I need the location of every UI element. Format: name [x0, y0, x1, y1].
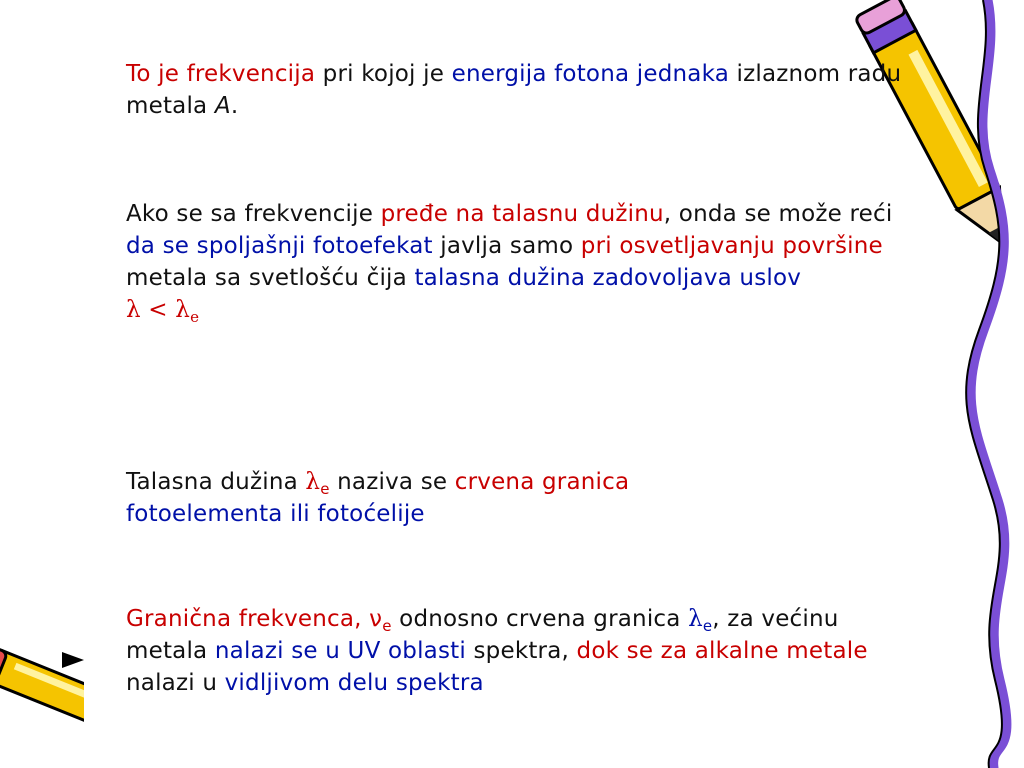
subscript-e: e — [382, 617, 392, 635]
text-run: energija fotona jednaka — [451, 61, 730, 87]
text-run: pri kojoj je — [315, 61, 452, 87]
text-run: Granična frekvenca, ν — [126, 606, 383, 632]
text-run: nalazi se u UV oblasti — [214, 638, 466, 664]
wavy-border-decoration — [940, 0, 1024, 768]
paragraph-wavelength-condition — [126, 198, 926, 326]
text-run: javlja samo — [432, 233, 581, 259]
text-run: , onda se može reći — [663, 201, 893, 227]
text-run: izlaznom radu metala — [126, 61, 902, 119]
paragraph-red-limit — [126, 466, 926, 530]
text-run: crvena granica — [454, 469, 630, 495]
text-run: metala sa svetlošću čija — [126, 265, 415, 291]
text-run: da se spoljašnji fotoefekat — [126, 233, 433, 259]
text-run: Ako se sa frekvencije — [126, 201, 381, 227]
text-run: . — [230, 93, 239, 119]
text-run: A — [214, 93, 231, 119]
lambda-symbol: λ — [305, 469, 321, 495]
less-than-symbol: < — [148, 297, 168, 323]
text-run: talasna dužina zadovoljava uslov — [414, 265, 802, 291]
lambda-symbol: λ — [126, 297, 141, 323]
text-run: To je frekvencija — [126, 61, 316, 87]
text-run: Talasna dužina — [126, 469, 306, 495]
text-run: dok se za alkalne metale — [576, 638, 868, 664]
text-run: pređe na talasnu dužinu — [380, 201, 664, 227]
paragraph-photon-energy — [126, 58, 926, 122]
lambda-symbol: λ — [688, 606, 703, 632]
text-run: odnosno crvena granica — [391, 606, 689, 632]
text-run: fotoelementa ili fotoćelije — [126, 501, 425, 527]
text-run: vidljivom delu spektra — [224, 670, 484, 696]
pencil-bottom-left-icon — [0, 630, 84, 740]
text-run: spektra, — [465, 638, 577, 664]
condition-formula — [126, 297, 200, 326]
subscript-e: e — [320, 480, 330, 498]
paragraph-limit-frequency — [126, 603, 926, 699]
lambda-symbol: λ — [175, 297, 191, 323]
subscript-e: e — [190, 308, 200, 326]
text-run: nalazi u — [126, 670, 225, 696]
text-run: pri osvetljavanju površine — [580, 233, 883, 259]
text-run: , za većinu metala — [126, 606, 839, 664]
text-run: naziva se — [329, 469, 455, 495]
subscript-e: e — [702, 617, 713, 635]
